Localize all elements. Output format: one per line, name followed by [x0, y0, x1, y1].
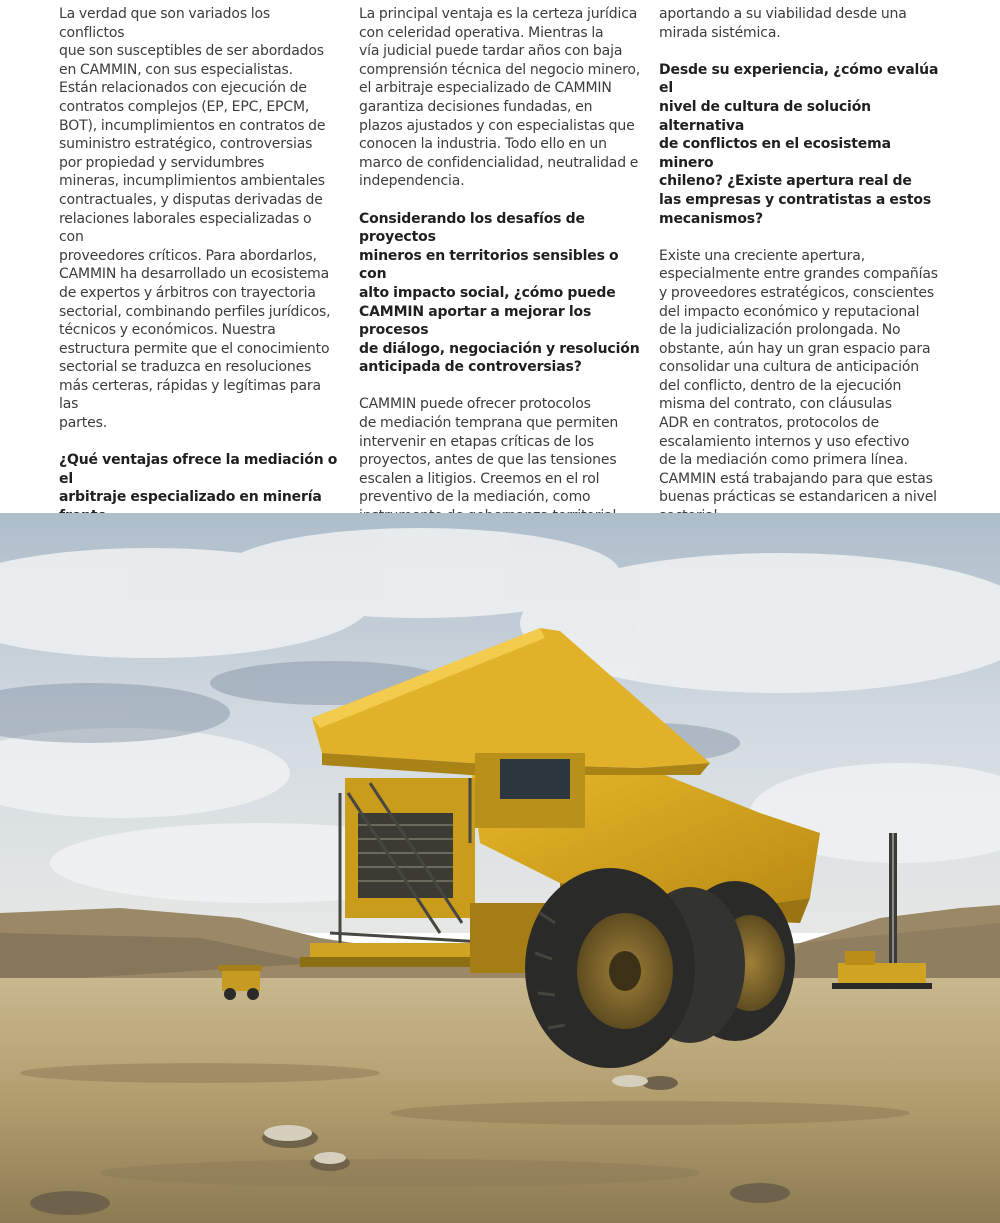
answer-paragraph: La verdad que son variados los conflictos que son susceptibles de ser abordados en CAMMIN, con sus especialistas. Están relacionados con ejecución de contratos complejos (EP, EPC, EPCM, BOT), incumplimientos en contratos de suministro estratégico, controversias por propiedad y servidumbres mineras, incumplimientos ambientales contractuales, y disputas derivadas de relaciones laborales especializadas o con proveedores críticos. Para abordarlos, CAMMIN ha desarrollado un ecosistema de expertos y árbitros con trayectoria sectorial, combinando perfiles jurídicos, técnicos y económicos. Nuestra estructura permite que el conocimiento sectorial se traduzca en resoluciones más certeras, rápidas y legítimas para las partes.	[59, 6, 331, 432]
answer-paragraph: aportando a su viabilidad desde una mirada sistémica.	[659, 6, 907, 41]
answer-paragraph: Existe una creciente apertura, especialmente entre grandes compañías y proveedores estratégicos, conscientes del impacto económico y reputacional de la judicialización prolongada. No obstante, aún hay un gran espacio para consolidar una cultura de anticipación del conflicto, dentro de la ejecución misma del contrato, con cláusulas ADR en contratos, protocolos de escalamiento internos y uso efectivo de la mediación como primera línea. CAMMIN está trabajando para que estas buenas prácticas se estandaricen a nivel	[659, 247, 938, 506]
interview-question: Desde su experiencia, ¿cómo evalúa el nivel de cultura de solución alternativa de conflictos en el ecosistema minero chileno? ¿Existe apertura real de las empresas y contratistas a estos mecanismos?	[659, 61, 939, 227]
column-3	[659, 5, 949, 526]
mining-truck-photo	[0, 513, 1000, 1223]
ground	[0, 978, 1000, 1223]
article-text	[0, 0, 1000, 512]
front-tire	[525, 868, 695, 1068]
answer-paragraph: La principal ventaja es la certeza jurídica con celeridad operativa. Mientras la vía judicial puede tardar años con baja comprensión técnica del negocio minero, el arbitraje especializado de CAMMIN garantiza decisiones fundadas, en plazos ajustados y con especialistas que conocen la industria. Todo ello en un marco de confidencialidad, neutralidad e independencia.	[359, 6, 641, 190]
answer-paragraph: CAMMIN puede ofrecer protocolos de mediación temprana que permiten intervenir en etapas críticas de los proyectos, antes de que las tensiones escalen a litigios. Creemos en el rol preventivo de la mediación, como	[359, 396, 619, 506]
column-2	[359, 5, 644, 544]
interview-question: ¿Qué ventajas ofrece la mediación o el arbitraje especializado en minería	[59, 452, 338, 506]
column-1	[59, 5, 339, 600]
interview-question: Considerando los desafíos de proyectos mineros en territorios sensibles o con alto impacto social, ¿cómo puede CAMMIN aportar a mejorar los procesos de diálogo, negociación y resolución anticipada de controversias?	[359, 210, 640, 376]
